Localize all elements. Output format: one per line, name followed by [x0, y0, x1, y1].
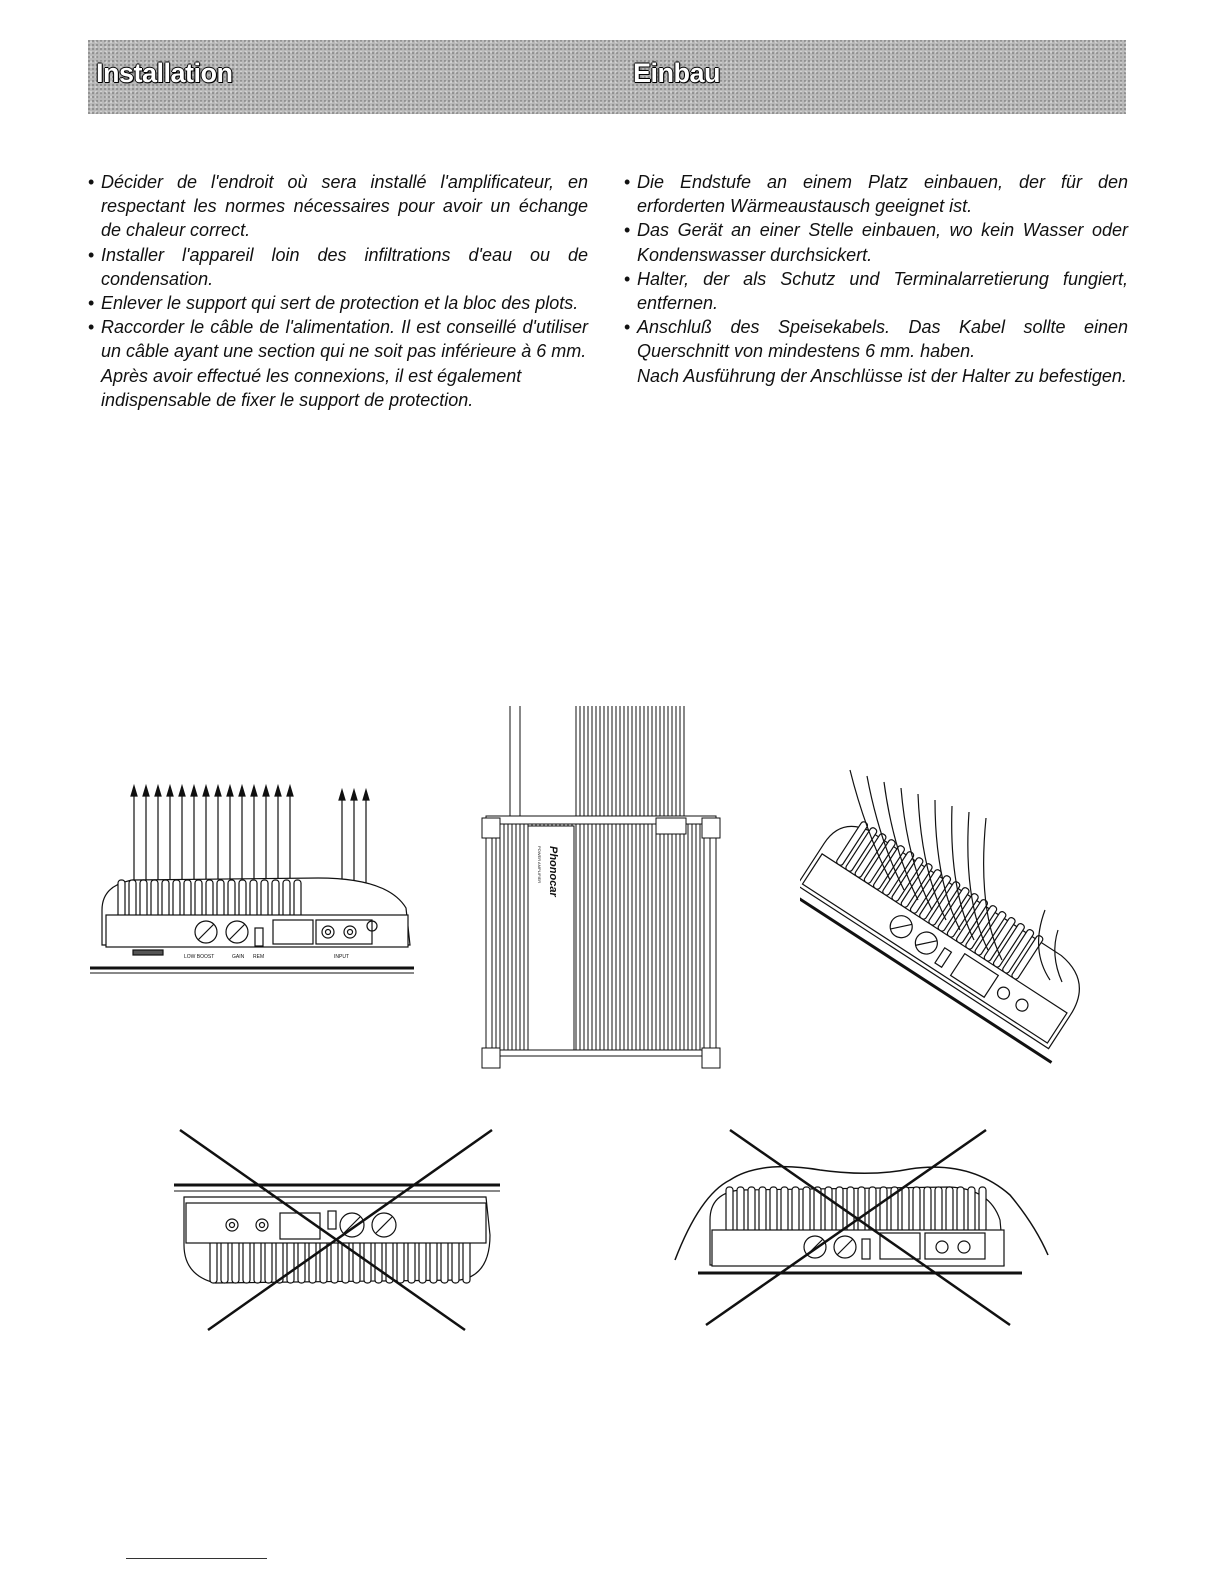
list-item: • Raccorder le câble de l'alimentation. Il est conseillé d'utiliser un câble ayant une section qui ne soit pas inférieure à 6 mm. — [88, 315, 588, 363]
figure-top-view — [480, 706, 722, 1074]
german-instructions — [624, 170, 1128, 388]
french-note: Après avoir effectué les connexions, il est également indispensable de fixer le support de protection. — [101, 365, 522, 410]
german-note: Nach Ausführung der Anschlüsse ist der Halter zu befestigen. — [637, 365, 1127, 386]
label-gain: GAIN — [232, 954, 245, 960]
list-item: • Enlever le support qui sert de protection et la bloc des plots. — [88, 291, 588, 315]
french-instructions — [88, 170, 588, 412]
figure-covered-wrong — [670, 1125, 1055, 1335]
list-item: • Décider de l'endroit où sera installé l'amplificateur, en respectant les normes nécessaires pour avoir un échange de chaleur correct. — [88, 170, 588, 243]
list-item: • Das Gerät an einer Stelle einbauen, wo kein Wasser oder Kondenswasser durchsickert. — [624, 218, 1128, 266]
section-header-bar — [88, 40, 1126, 114]
label-input: INPUT — [334, 954, 349, 960]
header-title-installation: Installation — [96, 58, 233, 88]
label-low-boost: LOW BOOST — [184, 954, 215, 960]
list-item: • Anschluß des Speisekabels. Das Kabel sollte einen Querschnitt von mindestens 6 mm. haben. — [624, 315, 1128, 363]
figure-upside-down-wrong — [170, 1125, 510, 1335]
brand-logo: Phonocar — [547, 846, 559, 897]
list-item: • Halter, der als Schutz und Terminalarretierung fungiert, entfernen. — [624, 267, 1128, 315]
figure-flat-mount — [88, 780, 418, 980]
brand-subtitle: POWER AMPLIFIER — [537, 846, 542, 884]
list-item: • Installer l'appareil loin des infiltrations d'eau ou de condensation. — [88, 243, 588, 291]
figure-tilted-mount — [800, 760, 1100, 1072]
list-item: • Die Endstufe an einem Platz einbauen, der für den erforderten Wärmeaustausch geeignet ist. — [624, 170, 1128, 218]
label-rem: REM — [253, 954, 265, 960]
footer-rule — [126, 1558, 267, 1559]
header-title-einbau: Einbau — [633, 58, 721, 88]
